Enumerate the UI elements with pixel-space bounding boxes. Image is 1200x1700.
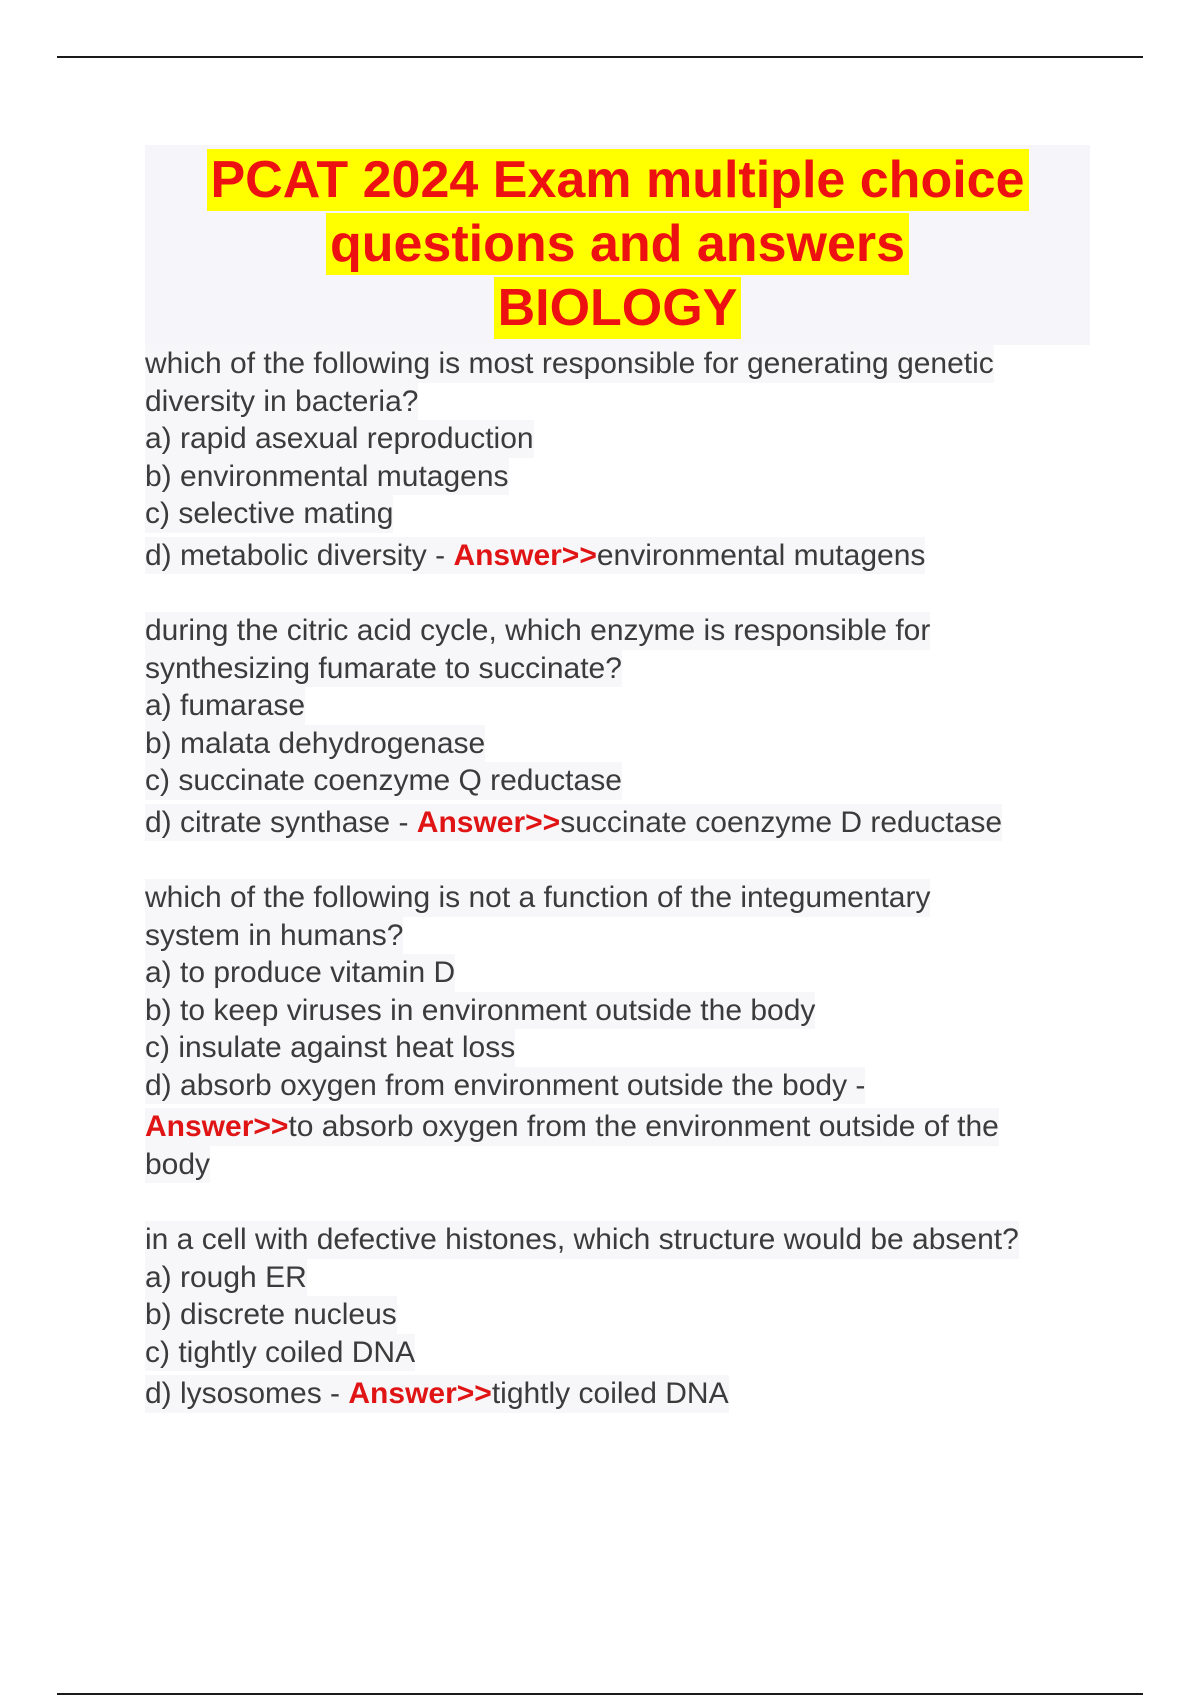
option-d-with-answer: [145, 537, 925, 575]
answer-text: to absorb oxygen from the environment outside of the: [288, 1110, 999, 1143]
option-b: b) environmental mutagens: [145, 458, 509, 496]
option-a: a) rough ER: [145, 1259, 307, 1297]
answer-marker: Answer>>: [348, 1377, 492, 1410]
answer-marker: Answer>>: [416, 805, 561, 839]
option-d-with-answer: [145, 804, 1002, 842]
option-c: c) selective mating: [145, 495, 393, 533]
option-b: b) discrete nucleus: [145, 1296, 397, 1334]
question-block-4: [145, 1221, 1090, 1413]
option-a: a) to produce vitamin D: [145, 954, 455, 992]
question-stem: which of the following is not a function of the integumentary: [145, 879, 930, 917]
option-d-with-answer: [145, 1375, 729, 1413]
option-b: b) malata dehydrogenase: [145, 725, 485, 763]
question-block-2: [145, 612, 1090, 841]
option-d: d) metabolic diversity -: [145, 538, 454, 572]
option-a: a) rapid asexual reproduction: [145, 420, 534, 458]
option-d: d) absorb oxygen from environment outside the body -: [145, 1067, 865, 1105]
question-block-3: [145, 879, 1090, 1183]
option-a: a) fumarase: [145, 687, 305, 725]
option-c: c) succinate coenzyme Q reductase: [145, 762, 622, 800]
title-line-3: BIOLOGY: [494, 277, 742, 339]
option-b: b) to keep viruses in environment outside the body: [145, 992, 815, 1030]
answer-text-continued: body: [145, 1146, 210, 1184]
question-stem: during the citric acid cycle, which enzyme is responsible for: [145, 612, 930, 650]
question-stem: which of the following is most responsible for generating genetic: [145, 345, 994, 383]
option-d: d) citrate synthase -: [145, 805, 417, 839]
answer-text: tightly coiled DNA: [491, 1377, 729, 1410]
question-stem: in a cell with defective histones, which structure would be absent?: [145, 1221, 1019, 1259]
title-line-2: questions and answers: [326, 213, 909, 275]
bottom-rule: [57, 1693, 1143, 1695]
answer-text: environmental mutagens: [596, 538, 926, 572]
option-c: c) insulate against heat loss: [145, 1029, 515, 1067]
title-block: [145, 145, 1090, 345]
answer-marker: Answer>>: [453, 538, 597, 572]
answer-marker: Answer>>: [145, 1110, 289, 1143]
question-stem: synthesizing fumarate to succinate?: [145, 650, 622, 688]
question-stem: diversity in bacteria?: [145, 383, 418, 421]
question-block-1: [145, 345, 1090, 574]
answer-text: succinate coenzyme D reductase: [560, 805, 1003, 839]
title-line-1: PCAT 2024 Exam multiple choice: [207, 149, 1029, 211]
answer-line: [145, 1108, 999, 1146]
top-rule: [57, 56, 1143, 58]
option-d: d) lysosomes -: [145, 1377, 349, 1410]
document-body: [145, 145, 1090, 1413]
option-c: c) tightly coiled DNA: [145, 1334, 415, 1372]
question-stem: system in humans?: [145, 917, 403, 955]
